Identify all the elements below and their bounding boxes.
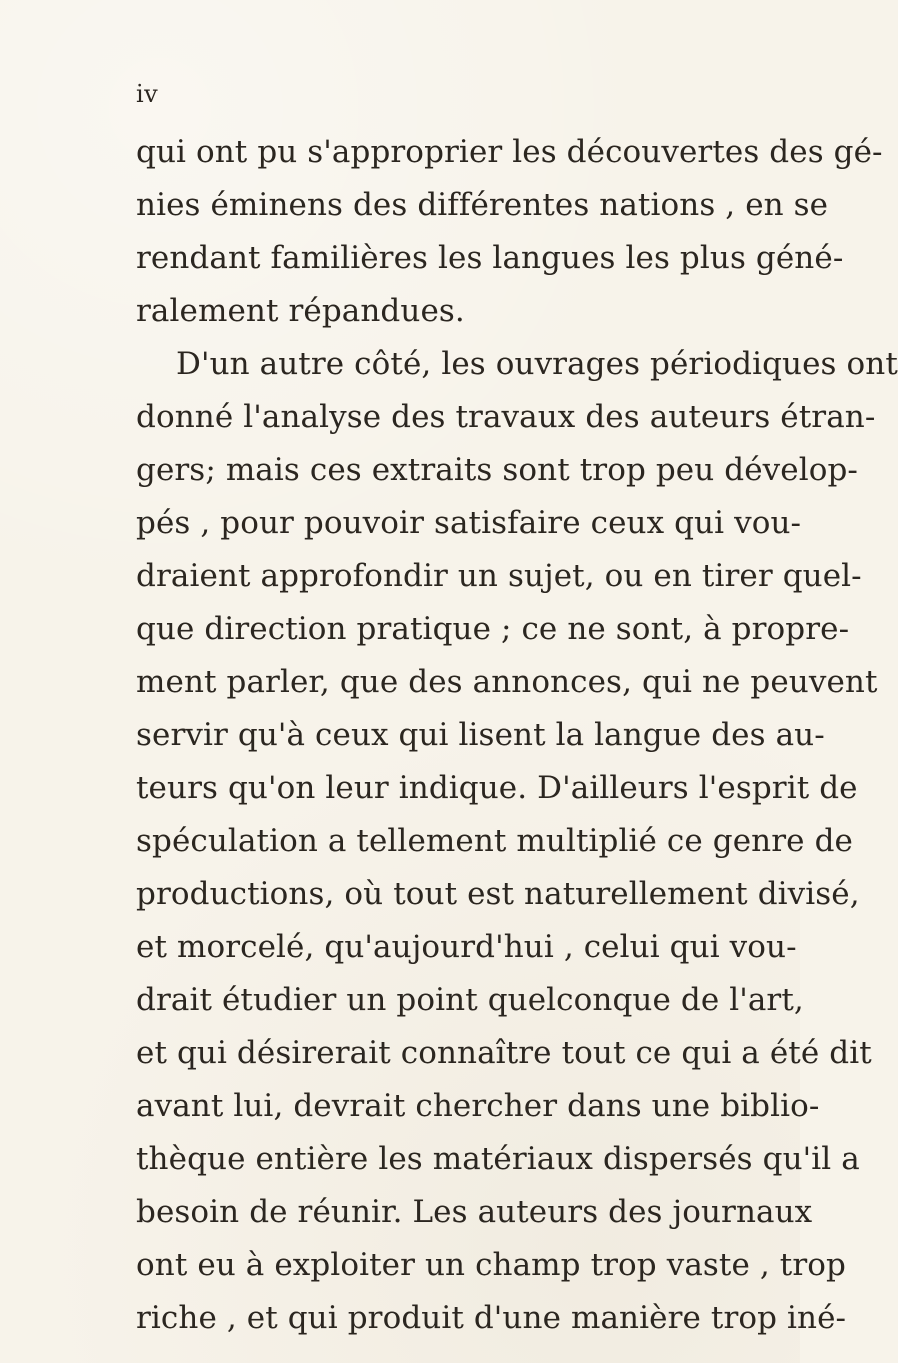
text-line: ment parler, que des annonces, qui ne peuvent <box>136 664 878 700</box>
text-line: que direction pratique ; ce ne sont, à propre- <box>136 611 850 647</box>
text-line: riche , et qui produit d'une manière trop iné- <box>136 1300 847 1336</box>
text-line: rendant familières les langues les plus géné- <box>136 240 844 276</box>
body-text <box>136 126 898 1345</box>
text-line: thèque entière les matériaux dispersés qu'il a <box>136 1141 860 1177</box>
paragraph-start-line: D'un autre côté, les ouvrages périodiques ont <box>176 346 898 382</box>
text-line: nies éminens des différentes nations , en se <box>136 187 829 223</box>
text-line: donné l'analyse des travaux des auteurs étran- <box>136 399 876 435</box>
text-line: ont eu à exploiter un champ trop vaste , trop <box>136 1247 846 1283</box>
text-line: drait étudier un point quelconque de l'art, <box>136 982 804 1018</box>
page-number: iv <box>136 80 159 108</box>
text-line: et morcelé, qu'aujourd'hui , celui qui vou- <box>136 929 797 965</box>
text-line: spéculation a tellement multiplié ce genre de <box>136 823 853 859</box>
text-line: servir qu'à ceux qui lisent la langue des au- <box>136 717 825 753</box>
text-line: ralement répandues. <box>136 293 465 329</box>
text-line: avant lui, devrait chercher dans une biblio- <box>136 1088 820 1124</box>
text-line: qui ont pu s'approprier les découvertes des gé- <box>136 134 883 170</box>
text-line: productions, où tout est naturellement divisé, <box>136 876 860 912</box>
text-line: besoin de réunir. Les auteurs des journaux <box>136 1194 813 1230</box>
text-line: pés , pour pouvoir satisfaire ceux qui vou- <box>136 505 802 541</box>
text-line: gers; mais ces extraits sont trop peu dévelop- <box>136 452 859 488</box>
text-line: draient approfondir un sujet, ou en tirer quel- <box>136 558 862 594</box>
text-line: teurs qu'on leur indique. D'ailleurs l'esprit de <box>136 770 858 806</box>
text-line: et qui désirerait connaître tout ce qui a été dit <box>136 1035 872 1071</box>
